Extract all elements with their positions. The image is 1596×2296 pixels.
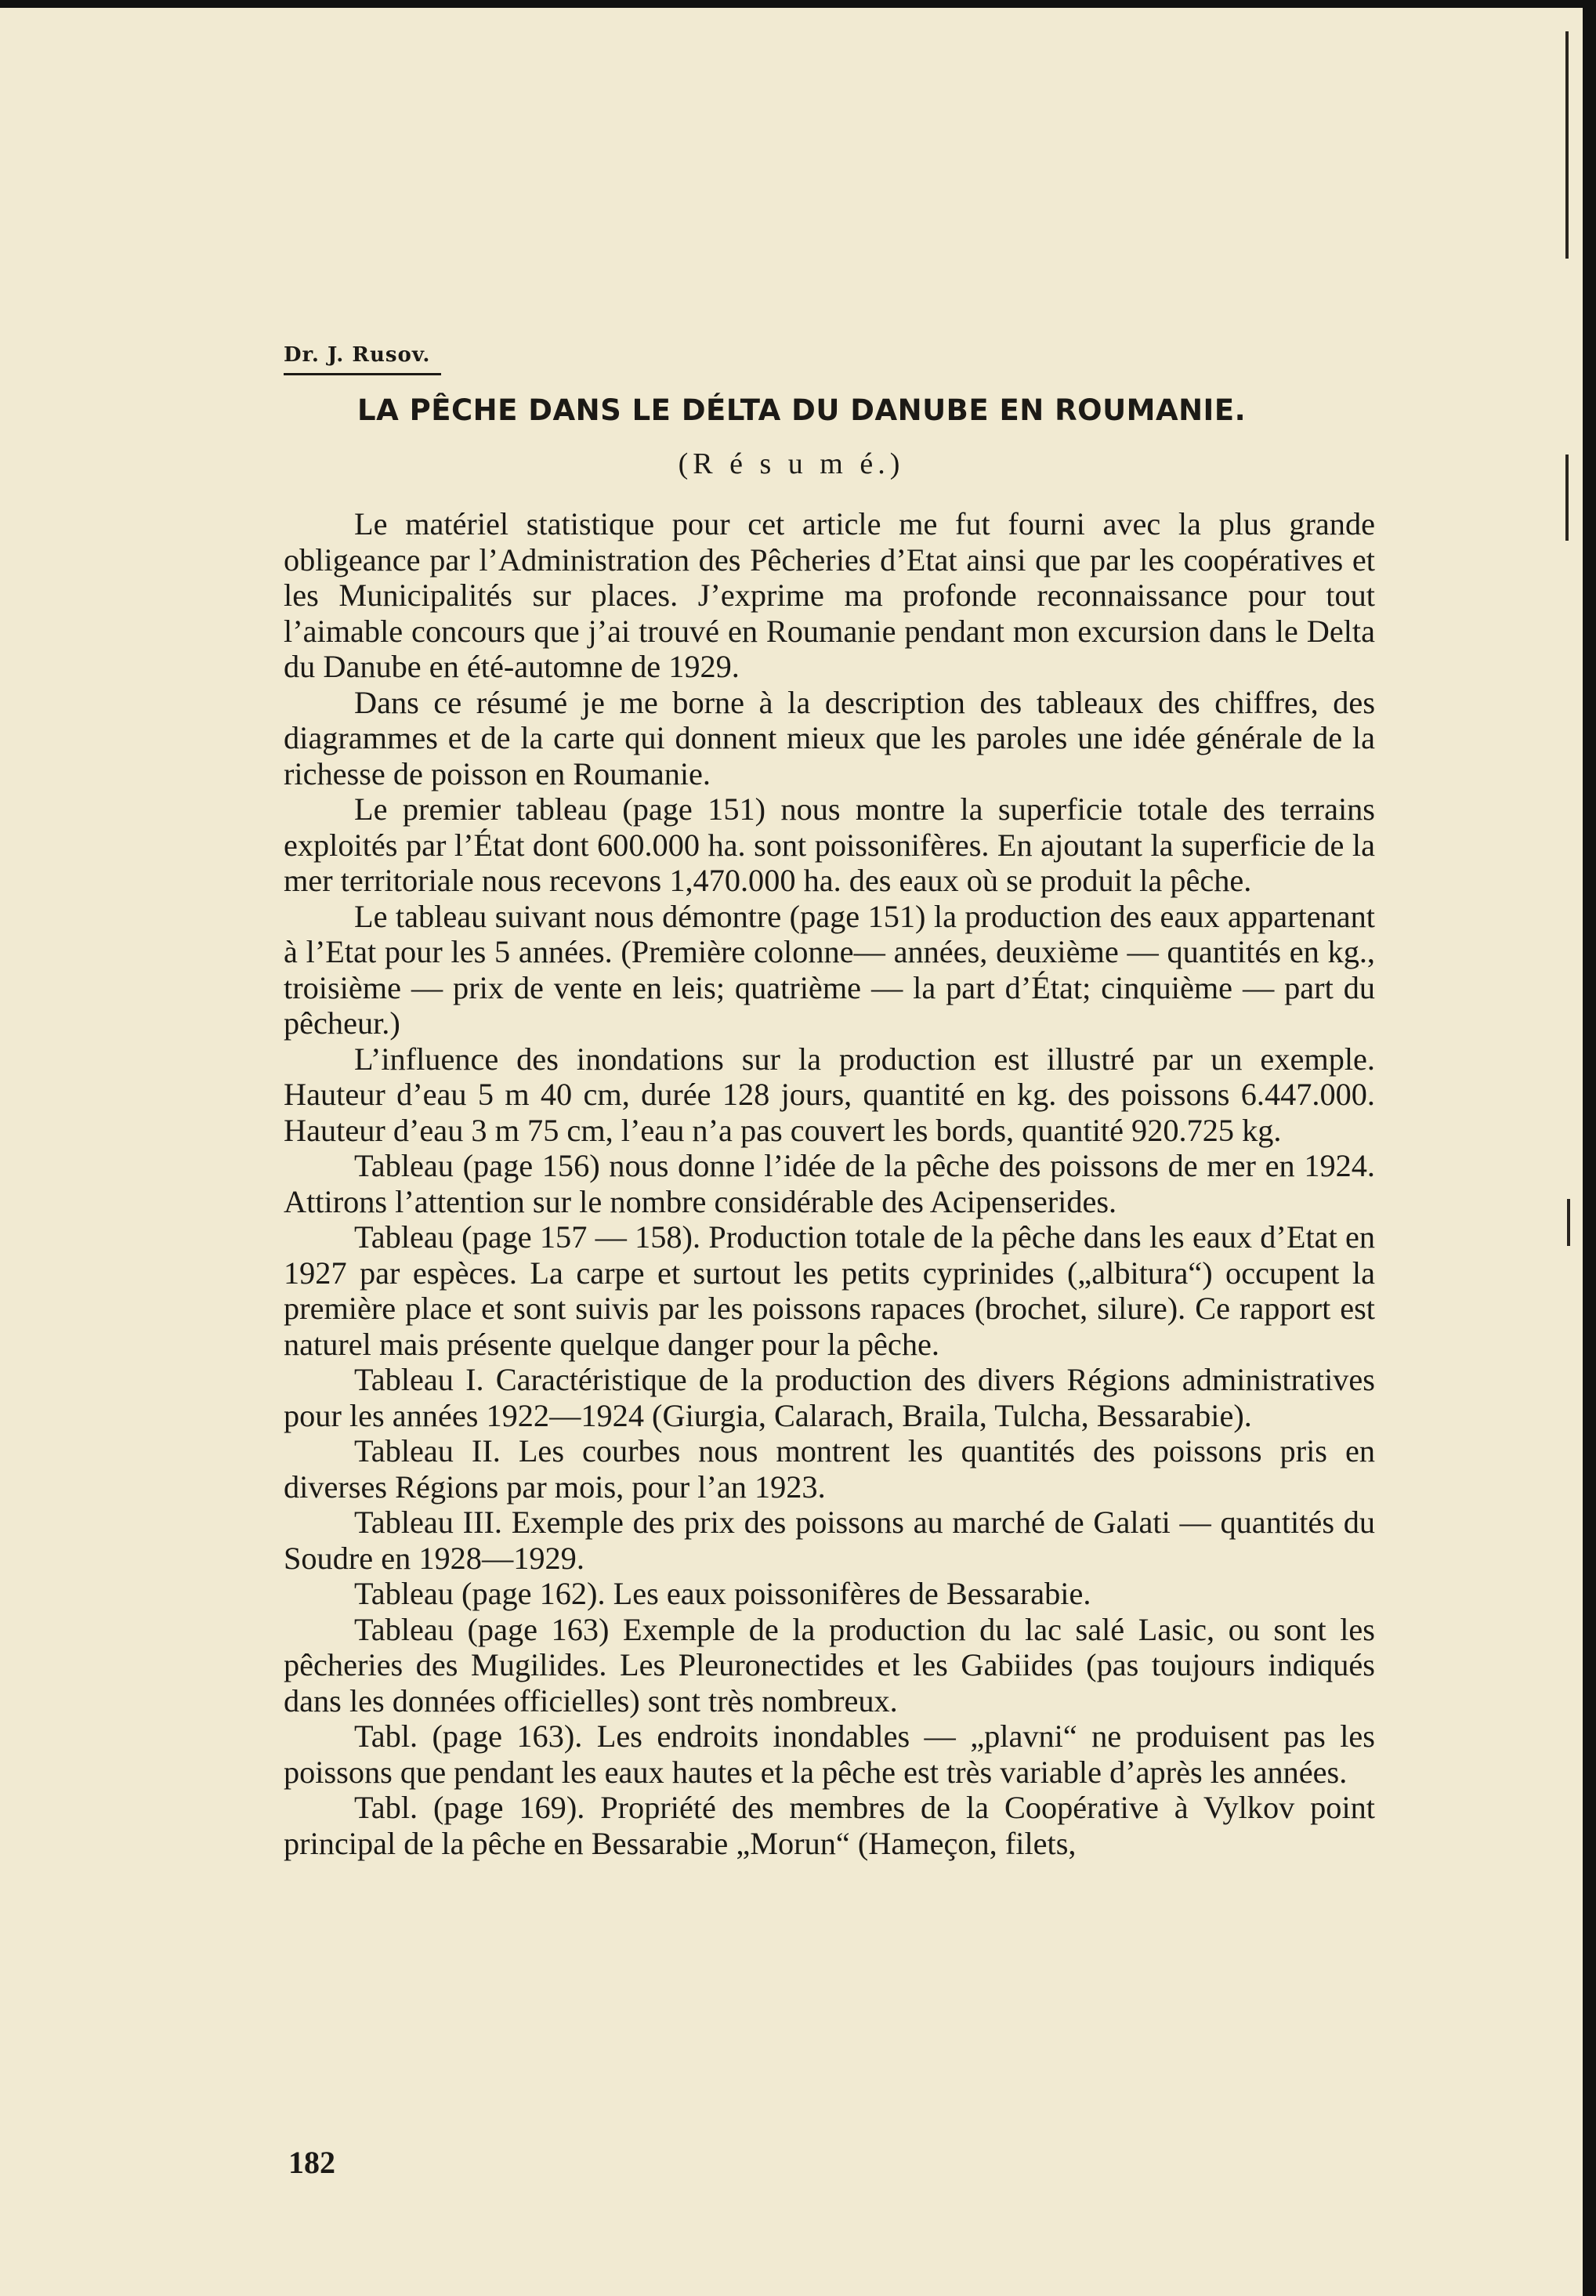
article-subtitle: (R é s u m é.) [678, 447, 905, 480]
page-number: 182 [288, 2145, 335, 2180]
document-page [0, 8, 1583, 2296]
paragraph: Tableau (page 156) nous donne l’idée de la pêche des poissons de mer en 1924. Attirons l’attention sur le nombre considérable des Acipenserides. [284, 1148, 1375, 1219]
paragraph: Tableau (page 163) Exemple de la production du lac salé Lasic, ou sont les pêcheries des Mugilides. Les Pleuronectides et les Gabiides (pas toujours indiqués dans les données officielles) sont très nombreux. [284, 1611, 1375, 1718]
paragraph: Tableau I. Caractéristique de la production des divers Régions administratives pour les années 1922—1924 (Giurgia, Calarach, Braila, Tulcha, Bessarabie). [284, 1362, 1375, 1433]
right-edge-mark-top [1565, 31, 1569, 259]
paragraph: L’influence des inondations sur la production est illustré par un exemple. Hauteur d’eau 5 m 40 cm, durée 128 jours, quantité en kg. des poissons 6.447.000. Hauteur d’eau 3 m 75 cm, l’eau n’a pas couvert les bords, quantité 920.725 kg. [284, 1041, 1375, 1148]
paragraph: Tabl. (page 169). Propriété des membres de la Coopérative à Vylkov point principal de la pêche en Bessarabie „Morun“ (Hameçon, filets, [284, 1790, 1375, 1861]
paragraph: Le matériel statistique pour cet article me fut fourni avec la plus grande obligeance par l’Administration des Pêcheries d’Etat ainsi que par les coopératives et les Municipalités sur places. J’exprime ma profonde reconnaissance pour tout l’aimable concours que j’ai trouvé en Roumanie pendant mon excursion dans le Delta du Danube en été-automne de 1929. [284, 506, 1375, 684]
paragraph: Tableau II. Les courbes nous montrent les quantités des poissons pris en diverses Régions par mois, pour l’an 1923. [284, 1433, 1375, 1505]
right-edge-mark-lower [1567, 1199, 1570, 1246]
paragraph: Tabl. (page 163). Les endroits inondables — „plavni“ ne produisent pas les poissons que pendant les eaux hautes et la pêche est très variable d’après les années. [284, 1718, 1375, 1790]
paragraph: Tableau III. Exemple des prix des poissons au marché de Galati — quantités du Soudre en 1928—1929. [284, 1505, 1375, 1576]
paragraph: Dans ce résumé je me borne à la description des tableaux des chiffres, des diagrammes et de la carte qui donnent mieux que les paroles une idée générale de la richesse de poisson en Roumanie. [284, 684, 1375, 791]
paragraph: Tableau (page 157 — 158). Production totale de la pêche dans les eaux d’Etat en 1927 par espèces. La carpe et surtout les petits cyprinides („albitura“) occupent la première place et sont suivis par les poissons rapaces (brochet, silure). Ce rapport est naturel mais présente quelque danger pour la pêche. [284, 1219, 1375, 1362]
article-title: LA PÊCHE DANS LE DÉLTA DU DANUBE EN ROUMANIE. [357, 393, 1247, 427]
paragraph: Le tableau suivant nous démontre (page 151) la production des eaux appartenant à l’Etat pour les 5 années. (Première colonne— années, deuxième — quantités en kg., troisième — prix de vente en leis; quatrième — la part d’État; cinquième — part du pêcheur.) [284, 898, 1375, 1041]
article-body [284, 506, 1375, 1861]
paragraph: Le premier tableau (page 151) nous montre la superficie totale des terrains exploités par l’État dont 600.000 ha. sont poissonifères. En ajoutant la superficie de la mer territoriale nous recevons 1,470.000 ha. des eaux où se produit la pêche. [284, 791, 1375, 898]
paragraph: Tableau (page 162). Les eaux poissonifères de Bessarabie. [354, 1576, 1091, 1611]
author-name: Dr. J. Rusov. [284, 343, 441, 375]
